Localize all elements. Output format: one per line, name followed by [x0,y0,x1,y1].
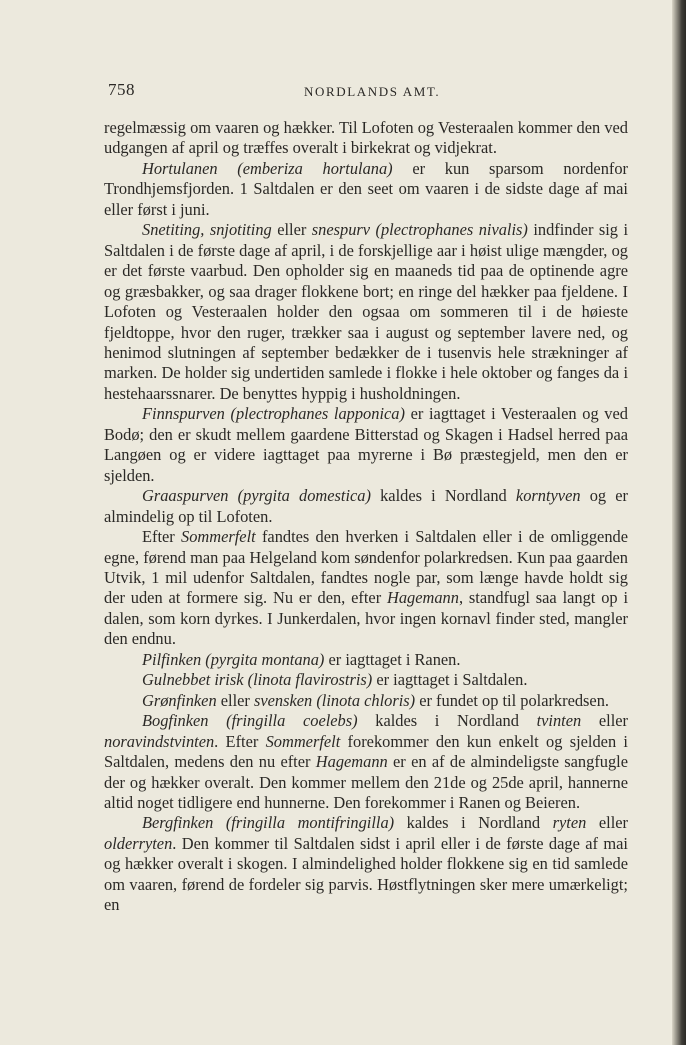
italic-term: Snetiting, snjotiting [142,220,272,240]
paragraph [104,159,628,220]
italic-term: Hortulanen (emberiza hortulana) [142,158,393,178]
text-run: er kun sparsom nordenfor Trondhjemsfjorden. 1 Saltdalen er den seet om vaaren i de sidste dage af mai eller først i juni. [104,158,629,219]
italic-term: Finnspurven (plectrophanes lapponica) [142,404,405,424]
text-run: eller [216,690,254,710]
text-run: er en af de almindeligste sangfugle der og hækker overalt. Den kommer mellem den 21de og 25de april, hannerne altid noget tidligere end hunnerne. Den forekommer i Ranen og Beieren. [104,752,628,812]
text-run: forekommer den kun enkelt og sjelden i Saltdalen, medens den nu efter [104,731,628,772]
paragraph [104,486,628,527]
text-run: , standfugl saa langt op i dalen, som korn dyrkes. I Junkerdalen, hvor ingen kornavl finder sted, mangler den endnu. [104,588,629,649]
text-run: er fundet op til polarkredsen. [415,690,610,710]
italic-term: Hagemann [387,588,459,608]
running-title: NORDLANDS AMT. [304,84,441,99]
paragraph [104,711,628,813]
italic-term: snespurv (plectrophanes nivalis) [311,220,528,240]
paragraph [104,527,628,650]
italic-term: Bogfinken (fringilla coelebs) [142,711,358,731]
text-run: indfinder sig i Saltdalen i de første dage af april, i de forskjellige aar i høist ulige mængder, og er det første vaarbud. Den opholder sig en maaneds tid paa de optinende agre og græsbakker, og saa drager flokkene bort; en ringe del hækker paa fjeldene. I Lofoten og Vesteraalen holder den ogsaa om sommeren til i de høieste fjeldtoppe, hvor den ruger, trækker saa i august og september lavere ned, og henimod slutningen af september bedækker de i tusenvis hele strækninger af marken. De holder sig undertiden samlede i flokke i hele oktober og fanges da i hestehaarssnarer. De benyttes hyppig i husholdningen. [104,220,628,403]
paragraph [104,650,628,670]
paragraph [104,220,628,404]
text-run: eller [586,813,629,833]
text-run: . Den kommer til Saltdalen sidst i april eller i de første dage af mai og hækker overalt i skogen. I almindelighed holder flokkene sig en tid samlede om vaaren, førend de fordeler sig parvis. Høstflytningen sker mere umærkeligt; en [104,833,628,915]
page-edge [672,0,686,1045]
text-run: kaldes i Nordland [394,813,553,833]
text-run: og er almindelig op til Lofoten. [104,486,628,526]
italic-term: tvinten [536,711,582,731]
text-run: Efter [142,527,182,547]
italic-term: Graaspurven (pyrgita domestica) [142,486,371,506]
paragraph [104,404,628,486]
text-run: kaldes i Nordland [357,711,537,731]
paragraph [104,813,628,915]
body-text [104,118,628,916]
text-run: er iagttaget i Ranen. [324,649,461,669]
italic-term: Bergfinken (fringilla montifringilla) [142,813,395,833]
paragraph [104,670,628,690]
italic-term: Hagemann [315,752,388,772]
page-number: 758 [108,80,135,99]
italic-term: olderryten [104,833,173,853]
italic-term: Grønfinken [142,690,217,710]
italic-term: svensken (linota chloris) [253,690,416,710]
text-run: . Efter [214,731,266,751]
text-run: kaldes i Nordland [370,486,516,506]
text-run: er iagttaget i Vesteraalen og ved Bodø; den er skudt mellem gaardene Bitterstad og Skagen i Hadsel herred paa Langøen og er videre iagttaget paa myrerne i Bø præstegjeld, men den er sjelden. [104,404,628,485]
page-header [104,80,630,104]
text-run: eller [581,711,628,731]
text-run: fandtes den hverken i Saltdalen eller i de omliggende egne, førend man paa Helgeland kom søndenfor polarkredsen. Kun paa gaarden Utvik, 1 mil udenfor Saltdalen, fandtes nogle par, som længe havde holdt sig der uden at formere sig. Nu er den, efter [104,527,628,608]
italic-term: korntyven [515,486,581,506]
italic-term: noravindstvinten [104,731,215,751]
italic-term: Sommerfelt [265,731,341,751]
italic-term: Pilfinken (pyrgita montana) [142,649,325,669]
italic-term: ryten [552,813,587,833]
text-run: regelmæssig om vaaren og hækker. Til Lofoten og Vesteraalen kommer den ved udgangen af april og træffes overalt i birkekrat og vidjekrat. [104,118,628,158]
text-run: er iagttaget i Saltdalen. [372,670,528,690]
text-run: eller [271,220,312,240]
paragraph [104,691,628,711]
italic-term: Gulnebbet irisk (linota flavirostris) [142,670,373,690]
italic-term: Sommerfelt [181,527,256,547]
paragraph [104,118,628,159]
